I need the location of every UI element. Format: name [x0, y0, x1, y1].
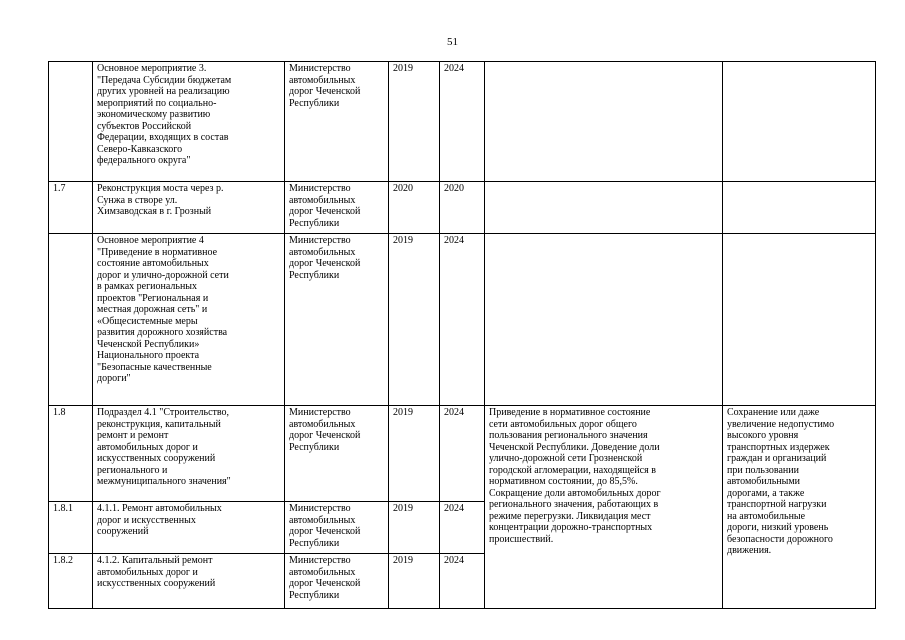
end-year-cell: 2024: [440, 406, 485, 502]
end-year-cell: 2024: [440, 234, 485, 406]
empty-cell: [485, 234, 723, 406]
consequences-cell: Сохранение или даже увеличение недопустимо высокого уровня транспортных издержек граждан и организаций при пользовании автомобильными дорогами, а также транспортной нагрузки на автомобильные дороги, низкий уровень безопасности дорожного движения.: [723, 406, 876, 609]
row-number-cell: 1.7: [49, 182, 93, 234]
measure-name-cell: Подраздел 4.1 "Строительство, реконструкция, капитальный ремонт и ремонт автомобильных дорог и искусственных сооружений регионального и межмуниципального значения": [93, 406, 285, 502]
program-measures-table: [48, 61, 876, 609]
executor-cell: Министерство автомобильных дорог Чеченской Республики: [285, 406, 389, 502]
start-year-cell: 2019: [389, 406, 440, 502]
executor-cell: Министерство автомобильных дорог Чеченской Республики: [285, 182, 389, 234]
empty-cell: [723, 234, 876, 406]
start-year-cell: 2019: [389, 234, 440, 406]
measure-name-cell: 4.1.1. Ремонт автомобильных дорог и искусственных сооружений: [93, 502, 285, 554]
page-number: 51: [447, 36, 458, 48]
empty-cell: [485, 182, 723, 234]
row-number-cell: 1.8.2: [49, 554, 93, 609]
row-number-cell: 1.8: [49, 406, 93, 502]
start-year-cell: 2020: [389, 182, 440, 234]
executor-cell: Министерство автомобильных дорог Чеченской Республики: [285, 502, 389, 554]
table-row: [49, 406, 876, 502]
start-year-cell: 2019: [389, 62, 440, 182]
row-number-cell: [49, 234, 93, 406]
table-row: [49, 182, 876, 234]
measure-name-cell: Основное мероприятие 4 "Приведение в нормативное состояние автомобильных дорог и улично-дорожной сети в рамках региональных проектов "Региональная и местная дорожная сеть" и «Общесистемные меры развития дорожного хозяйства Чеченской Республики» Национального проекта "Безопасные качественные дороги": [93, 234, 285, 406]
table-row: [49, 62, 876, 182]
empty-cell: [723, 62, 876, 182]
executor-cell: Министерство автомобильных дорог Чеченской Республики: [285, 62, 389, 182]
end-year-cell: 2020: [440, 182, 485, 234]
start-year-cell: 2019: [389, 554, 440, 609]
row-number-cell: [49, 62, 93, 182]
empty-cell: [485, 62, 723, 182]
empty-cell: [723, 182, 876, 234]
measure-name-cell: Основное мероприятие 3. "Передача Субсидии бюджетам других уровней на реализацию мероприятий по социально- экономическому развитию субъектов Российской Федерации, входящих в состав Северо-Кавказского федерального округа": [93, 62, 285, 182]
measure-name-cell: Реконструкция моста через р. Сунжа в створе ул. Химзаводская в г. Грозный: [93, 182, 285, 234]
row-number-cell: 1.8.1: [49, 502, 93, 554]
executor-cell: Министерство автомобильных дорог Чеченской Республики: [285, 554, 389, 609]
table-row: [49, 234, 876, 406]
start-year-cell: 2019: [389, 502, 440, 554]
executor-cell: Министерство автомобильных дорог Чеченской Республики: [285, 234, 389, 406]
measure-name-cell: 4.1.2. Капитальный ремонт автомобильных дорог и искусственных сооружений: [93, 554, 285, 609]
end-year-cell: 2024: [440, 554, 485, 609]
end-year-cell: 2024: [440, 62, 485, 182]
expected-result-cell: Приведение в нормативное состояние сети автомобильных дорог общего пользования регионального значения Чеченской Республики. Доведение доли улично-дорожной сети Грозненской городской агломерации, находящейся в нормативном состоянии, до 85,5%. Сокращение доли автомобильных дорог регионального значения, работающих в режиме перегрузки. Ликвидация мест концентрации дорожно-транспортных происшествий.: [485, 406, 723, 609]
end-year-cell: 2024: [440, 502, 485, 554]
